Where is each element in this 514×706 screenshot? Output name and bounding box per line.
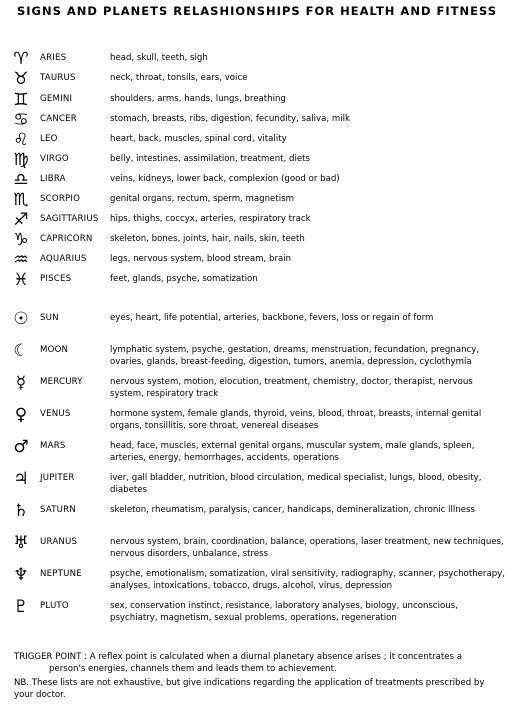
sign-name: LEO — [40, 134, 58, 144]
sign-row — [0, 271, 514, 291]
page-title: SIGNS AND PLANETS RELASHIONSHIPS FOR HEALTH AND FITNESS — [16, 4, 498, 18]
planet-description: eyes, heart, life potential, arteries, backbone, fevers, loss or regain of form — [110, 313, 434, 323]
planet-row — [0, 310, 514, 330]
sign-description: legs, nervous system, blood stream, brain — [110, 254, 292, 264]
sign-name: AQUARIUS — [40, 254, 87, 264]
sign-row — [0, 91, 514, 111]
planet-row — [0, 597, 514, 623]
sign-description: head, skull, teeth, sigh — [110, 53, 208, 63]
planet-name: PLUTO — [40, 601, 69, 611]
moon-icon: ☾ — [13, 341, 29, 361]
aquarius-icon: ♒ — [13, 250, 29, 270]
sign-row — [0, 111, 514, 131]
sign-description: heart, back, muscles, spinal cord, vitality — [110, 134, 287, 144]
gemini-icon: ♊ — [13, 90, 29, 110]
aries-icon: ♈ — [13, 49, 29, 69]
sign-description: belly, intestines, assimilation, treatment, diets — [110, 154, 310, 164]
planet-description: head, face, muscles, external genital organs, muscular system, male glands, spleen, arteries, energy, hemorrhages, accidents, operations — [110, 441, 475, 463]
planet-row — [0, 502, 514, 522]
mars-icon: ♂ — [13, 437, 29, 457]
scorpio-icon: ♏ — [13, 190, 29, 210]
planet-row — [0, 373, 514, 399]
sign-description: shoulders, arms, hands, lungs, breathing — [110, 94, 286, 104]
planet-name: MERCURY — [40, 377, 83, 387]
planet-description: sex, conservation instinct, resistance, laboratory analyses, biology, unconscious, psychiatry, magnetism, sexual problems, operations, regeneration — [110, 601, 458, 623]
sign-name: LIBRA — [40, 174, 66, 184]
sign-name: SAGITTARIUS — [40, 214, 99, 224]
planet-row — [0, 565, 514, 591]
planet-name: SATURN — [40, 505, 76, 515]
sign-name: GEMINI — [40, 94, 73, 104]
sign-description: skeleton, bones, joints, hair, nails, skin, teeth — [110, 234, 305, 244]
planet-name: URANUS — [40, 537, 78, 547]
sagittarius-icon: ♐ — [13, 210, 29, 230]
pisces-icon: ♓ — [13, 270, 29, 290]
cancer-icon: ♋ — [13, 110, 29, 130]
planet-name: NEPTUNE — [40, 569, 82, 579]
planet-row — [0, 437, 514, 463]
planet-row — [0, 469, 514, 495]
sign-name: SCORPIO — [40, 194, 81, 204]
sign-row — [0, 151, 514, 171]
sign-description: neck, throat, tonsils, ears, voice — [110, 73, 248, 83]
venus-icon: ♀ — [14, 405, 28, 425]
planet-description: iver, gall bladder, nutrition, blood circulation, medical specialist, lungs, blood, obesity, diabetes — [110, 473, 482, 495]
sign-name: VIRGO — [40, 154, 69, 164]
leo-icon: ♌ — [13, 130, 29, 150]
libra-icon: ♎ — [13, 170, 29, 190]
saturn-icon: ♄ — [13, 501, 29, 521]
taurus-icon: ♉ — [13, 69, 29, 89]
sign-name: CAPRICORN — [40, 234, 93, 244]
uranus-icon: ♅ — [13, 533, 29, 553]
sign-description: genital organs, rectum, sperm, magnetism — [110, 194, 294, 204]
jupiter-icon: ♃ — [13, 469, 29, 489]
sign-row — [0, 231, 514, 251]
sign-description: hips, thighs, coccyx, arteries, respiratory track — [110, 214, 311, 224]
nb-note-line1: NB. These lists are not exhaustive, but give indications regarding the application of treatments prescribed by — [14, 678, 485, 688]
sign-row — [0, 70, 514, 90]
trigger-point-note-line2: person's energies, channels them and leads them to achievement. — [49, 664, 337, 674]
sun-icon: ☉ — [13, 309, 29, 329]
sign-description: feet, glands, psyche, somatization — [110, 274, 258, 284]
sign-name: CANCER — [40, 114, 77, 124]
planet-row — [0, 405, 514, 431]
sign-row — [0, 251, 514, 271]
mercury-icon: ☿ — [15, 373, 27, 393]
planet-description: skeleton, rheumatism, paralysis, cancer, handicaps, demineralization, chronic illness — [110, 505, 475, 515]
pluto-icon: ♇ — [13, 597, 29, 617]
sign-name: PISCES — [40, 274, 72, 284]
virgo-icon: ♍ — [13, 150, 29, 170]
sign-row — [0, 50, 514, 70]
planet-description: nervous system, brain, coordination, balance, operations, laser treatment, new techniques, nervous disorders, unbalance, stress — [110, 537, 504, 559]
planet-description: hormone system, female glands, thyroid, veins, blood, throat, breasts, internal genital organs, tonsillitis, sore throat, venereal diseases — [110, 409, 482, 431]
planet-description: nervous system, motion, elocution, treatment, chemistry, doctor, therapist, nervous system, respiratory track — [110, 377, 473, 399]
planet-description: lymphatic system, psyche, gestation, dreams, menstruation, fecundation, pregnancy, ovaries, glands, breast-feeding, digestion, tumors, anemia, depression, cyclothymia — [110, 345, 480, 367]
sign-description: stomach, breasts, ribs, digestion, fecundity, saliva, milk — [110, 114, 350, 124]
sign-name: ARIES — [40, 53, 67, 63]
sign-row — [0, 191, 514, 211]
capricorn-icon: ♑ — [13, 230, 29, 250]
sign-description: veins, kidneys, lower back, complexion (good or bad) — [110, 174, 340, 184]
planet-row — [0, 533, 514, 559]
planet-row — [0, 341, 514, 367]
planet-name: MOON — [40, 345, 69, 355]
planet-name: SUN — [40, 313, 59, 323]
planet-name: JUPITER — [40, 473, 75, 483]
planet-description: psyche, emotionalism, somatization, viral sensitivity, radiography, scanner, psychotherapy, analyses, intoxications, tobacco, drugs, alcohol, virus, depression — [110, 569, 505, 591]
planet-name: MARS — [40, 441, 66, 451]
planet-name: VENUS — [40, 409, 71, 419]
nb-note-line2: your doctor. — [14, 690, 66, 700]
neptune-icon: ♆ — [13, 565, 29, 585]
sign-name: TAURUS — [40, 73, 76, 83]
trigger-point-note-line1: TRIGGER POINT : A reflex point is calculated when a diurnal planetary absence arises ; it concentrates a — [14, 652, 463, 662]
sign-row — [0, 171, 514, 191]
sign-row — [0, 211, 514, 231]
sign-row — [0, 131, 514, 151]
